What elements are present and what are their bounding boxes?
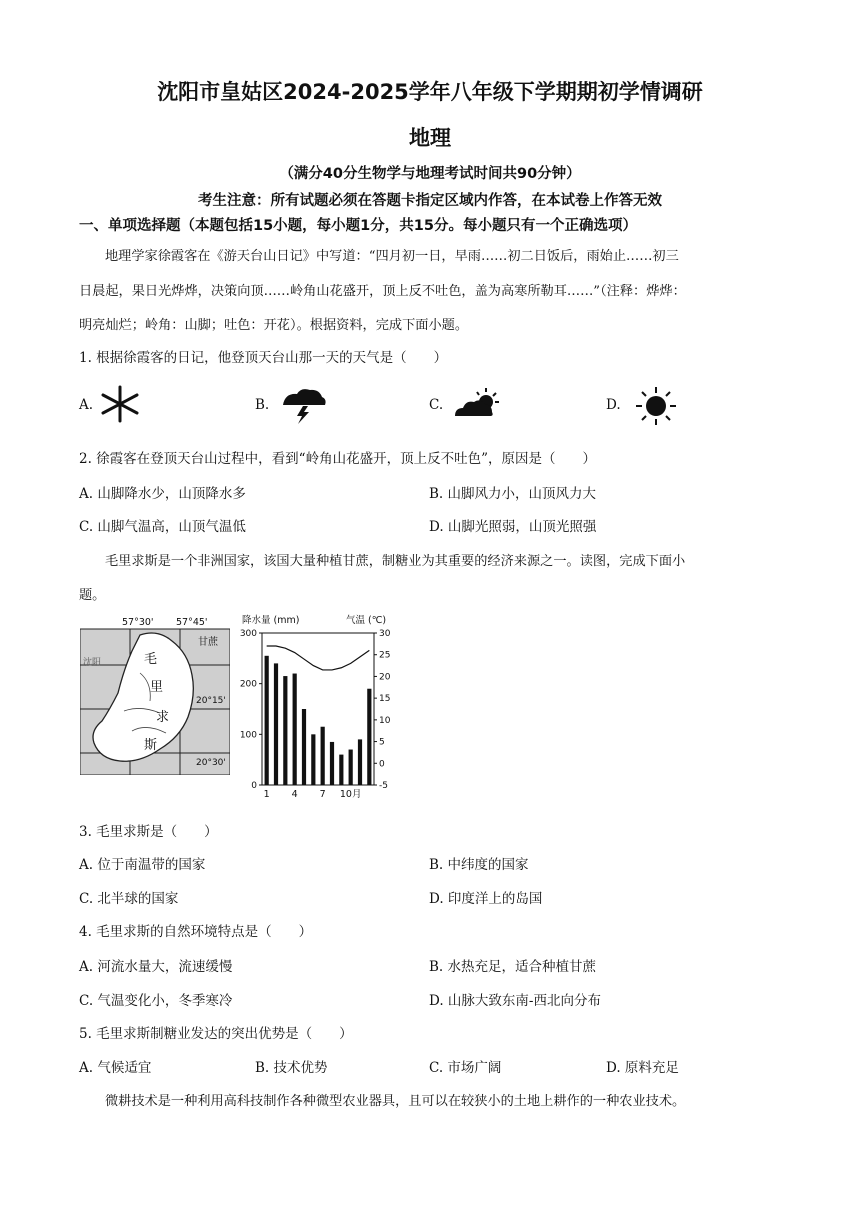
map-lat-2: 20°30'	[196, 758, 226, 768]
precipitation-bar	[339, 755, 343, 785]
question-2-option-d: D. 山脚光照弱，山顶光照强	[429, 519, 597, 535]
right-tick-label: 10	[379, 715, 391, 726]
question-1-option-a: A.	[79, 397, 94, 413]
x-tick-label: 4	[291, 789, 298, 800]
chart-ylabel-right: 气温 (℃)	[346, 615, 387, 626]
x-tick-label: 7	[319, 789, 326, 800]
partly-cloudy-icon	[452, 386, 502, 420]
x-tick-label: 1	[263, 789, 270, 800]
right-tick-label: 15	[379, 694, 391, 705]
question-1-option-c: C.	[429, 397, 444, 413]
thunderstorm-icon	[279, 385, 329, 425]
question-3-option-a: A. 位于南温带的国家	[79, 857, 206, 873]
question-5-option-c: C. 市场广阔	[429, 1060, 502, 1076]
question-1-option-b: B.	[255, 397, 270, 413]
question-2-stem: 2. 徐霞客在登顶天台山过程中，看到“岭角山花盛开，顶上反不吐色”，原因是（ ）	[79, 451, 596, 467]
question-5-option-b: B. 技术优势	[255, 1060, 328, 1076]
precipitation-bar	[293, 674, 297, 785]
left-tick-label: 0	[251, 781, 257, 791]
question-4-option-d: D. 山脉大致东南-西北向分布	[429, 993, 601, 1009]
precipitation-bar	[283, 676, 287, 785]
precipitation-bar	[302, 709, 306, 785]
precipitation-bar	[358, 739, 362, 785]
right-tick-label: 5	[379, 737, 385, 748]
map-country-char-4: 斯	[144, 738, 158, 753]
temperature-line	[267, 646, 370, 670]
question-5-option-a: A. 气候适宜	[79, 1060, 152, 1076]
question-1-stem: 1. 根据徐霞客的日记，他登顶天台山那一天的天气是（ ）	[79, 350, 448, 366]
map-legend-label: 甘蔗	[198, 637, 218, 648]
chart-frame	[262, 633, 374, 785]
question-1-option-d: D.	[606, 397, 621, 413]
question-2-option-a: A. 山脚降水少，山顶降水多	[79, 486, 246, 502]
passage-3-line-1: 微耕技术是一种利用高科技制作各种微型农业器具，且可以在较狭小的土地上耕作的一种农业技术。	[105, 1094, 686, 1109]
right-tick-label: 20	[379, 672, 391, 683]
right-tick-label: 0	[379, 759, 385, 770]
right-tick-label: 30	[379, 629, 391, 639]
passage-1-line-1: 地理学家徐霞客在《游天台山日记》中写道：“四月初一日，早雨……初二日饭后，雨始止……初三	[105, 249, 679, 264]
passage-2-line-1: 毛里求斯是一个非洲国家，该国大量种植甘蔗，制糖业为其重要的经济来源之一。读图，完成下面小	[105, 554, 686, 569]
question-4-stem: 4. 毛里求斯的自然环境特点是（ ）	[79, 924, 313, 940]
precipitation-bar	[349, 750, 353, 785]
question-4-option-c: C. 气温变化小，冬季寒冷	[79, 993, 233, 1009]
passage-1-line-3: 明亮灿烂；岭角：山脚；吐色：开花）。根据资料，完成下面小题。	[79, 318, 469, 333]
exam-note-score: （满分40分生物学与地理考试时间共90分钟）	[279, 166, 581, 182]
chart-ylabel-left: 降水量 (mm)	[242, 615, 300, 626]
climate-chart	[234, 613, 404, 803]
exam-note-instructions: 考生注意：所有试题必须在答题卡指定区域内作答，在本试卷上作答无效	[198, 193, 662, 209]
passage-1-line-2: 日晨起，果日光烨烨，决策向顶……岭角山花盛开，顶上反不吐色，盖为高寒所勒耳……”（注释：烨烨：	[79, 284, 686, 299]
question-3-option-c: C. 北半球的国家	[79, 891, 179, 907]
map-lon-2: 57°45'	[176, 617, 208, 628]
precipitation-bar	[265, 656, 269, 785]
passage-2-line-2: 题。	[79, 588, 106, 603]
precipitation-bar	[274, 663, 278, 785]
map-lat-1: 20°15'	[196, 696, 226, 706]
right-tick-label: -5	[379, 781, 388, 791]
map-country-char-1: 毛	[144, 652, 158, 667]
question-5-option-d: D. 原料充足	[606, 1060, 679, 1076]
precipitation-bar	[330, 742, 334, 785]
question-2-option-c: C. 山脚气温高，山顶气温低	[79, 519, 246, 535]
sunny-icon	[633, 385, 679, 427]
precipitation-bar	[321, 727, 325, 785]
x-tick-label: 10月	[339, 789, 362, 800]
precipitation-bar	[367, 689, 371, 785]
section-heading: 一、单项选择题（本题包括15小题，每小题1分，共15分。每小题只有一个正确选项）	[79, 218, 637, 234]
right-tick-label: 25	[379, 650, 391, 661]
question-3-option-d: D. 印度洋上的岛国	[429, 891, 543, 907]
left-tick-label: 200	[239, 679, 257, 690]
precipitation-bar	[311, 734, 315, 785]
map-country-char-3: 求	[156, 710, 170, 725]
question-2-option-b: B. 山脚风力小，山顶风力大	[429, 486, 597, 502]
map-corner-label: 沈阳	[83, 658, 102, 668]
map-country-char-2: 里	[150, 680, 164, 695]
left-tick-label: 100	[239, 730, 257, 741]
question-4-option-a: A. 河流水量大，流速缓慢	[79, 959, 233, 975]
question-3-stem: 3. 毛里求斯是（ ）	[79, 824, 218, 840]
snowflake-icon	[94, 384, 146, 424]
question-5-stem: 5. 毛里求斯制糖业发达的突出优势是（ ）	[79, 1026, 353, 1042]
left-tick-label: 300	[239, 629, 257, 639]
map-lon-1: 57°30'	[122, 617, 154, 628]
mauritius-map	[80, 613, 230, 775]
subject-title: 地理	[409, 126, 451, 150]
question-4-option-b: B. 水热充足，适合种植甘蔗	[429, 959, 597, 975]
question-3-option-b: B. 中纬度的国家	[429, 857, 529, 873]
exam-title: 沈阳市皇姑区2024-2025学年八年级下学期期初学情调研	[157, 80, 703, 104]
